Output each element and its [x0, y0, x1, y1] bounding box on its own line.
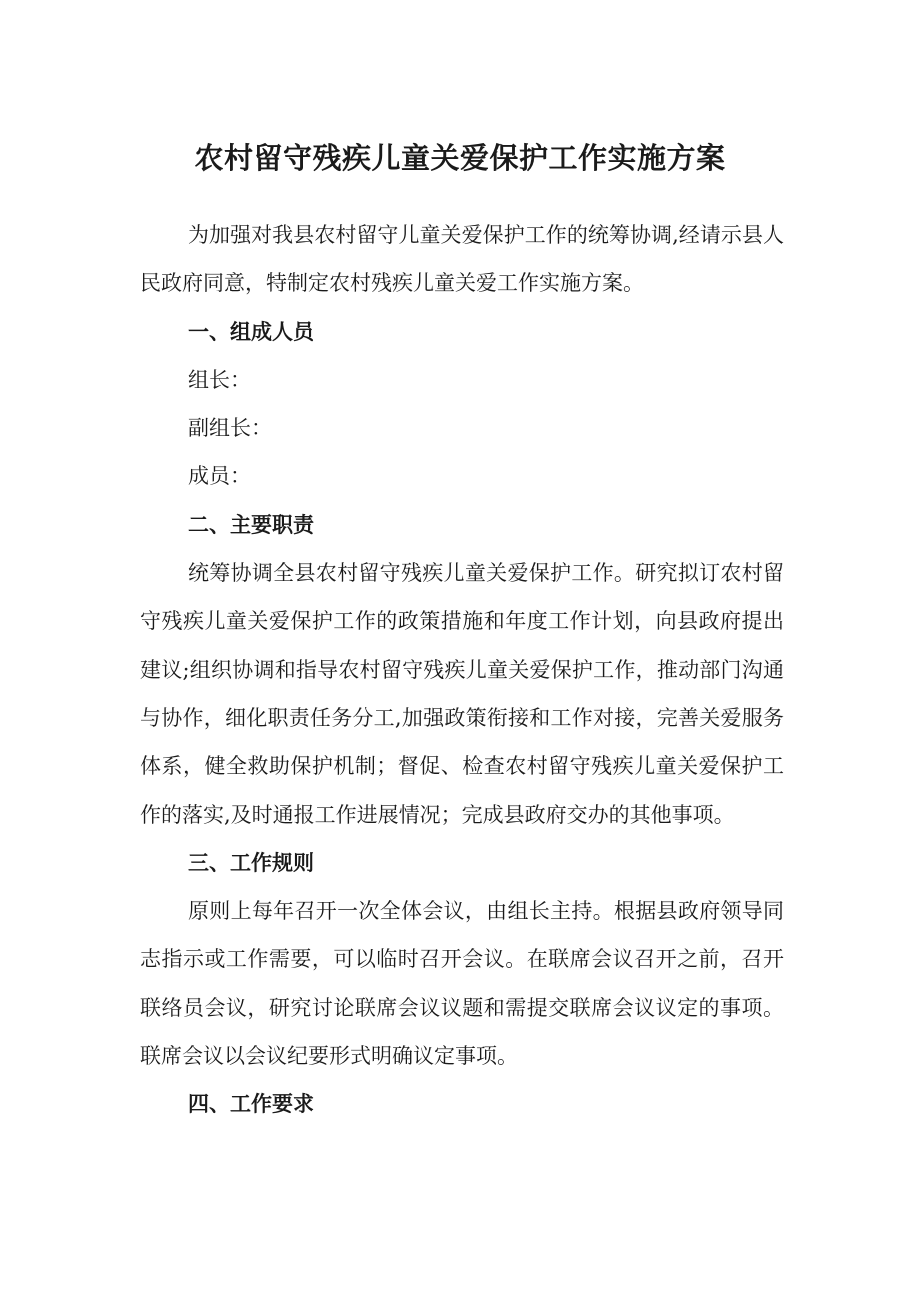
intro-paragraph: 为加强对我县农村留守儿童关爱保护工作的统筹协调,经请示县人民政府同意，特制定农村残疾儿童关爱工作实施方案。	[140, 223, 784, 296]
member-label-deputy: 副组长：	[188, 416, 272, 441]
rules-paragraph: 原则上每年召开一次全体会议，由组长主持。根据县政府领导同志指示或工作需要，可以临时召开会议。在联席会议召开之前，召开联络员会议，研究讨论联席会议议题和需提交联席会议议定的事项。联席会议以会议纪要形式明确议定事项。	[140, 899, 784, 1069]
section-heading-rules: 三、工作规则	[188, 850, 314, 875]
document-title: 农村留守残疾儿童关爱保护工作实施方案	[194, 141, 726, 175]
duties-paragraph: 统筹协调全县农村留守残疾儿童关爱保护工作。研究拟订农村留守残疾儿童关爱保护工作的政策措施和年度工作计划，向县政府提出建议;组织协调和指导农村留守残疾儿童关爱保护工作，推动部门沟通与协作，细化职责任务分工,加强政策衔接和工作对接，完善关爱服务体系，健全救助保护机制；督促、检查农村留守残疾儿童关爱保护工作的落实,及时通报工作进展情况；完成县政府交办的其他事项。	[140, 561, 784, 827]
member-label-members: 成员：	[188, 464, 251, 489]
section-heading-requirements: 四、工作要求	[188, 1092, 314, 1117]
member-label-leader: 组长：	[188, 367, 251, 392]
document-body	[140, 211, 784, 1129]
section-heading-members: 一、组成人员	[188, 319, 314, 344]
section-heading-duties: 二、主要职责	[188, 512, 314, 537]
